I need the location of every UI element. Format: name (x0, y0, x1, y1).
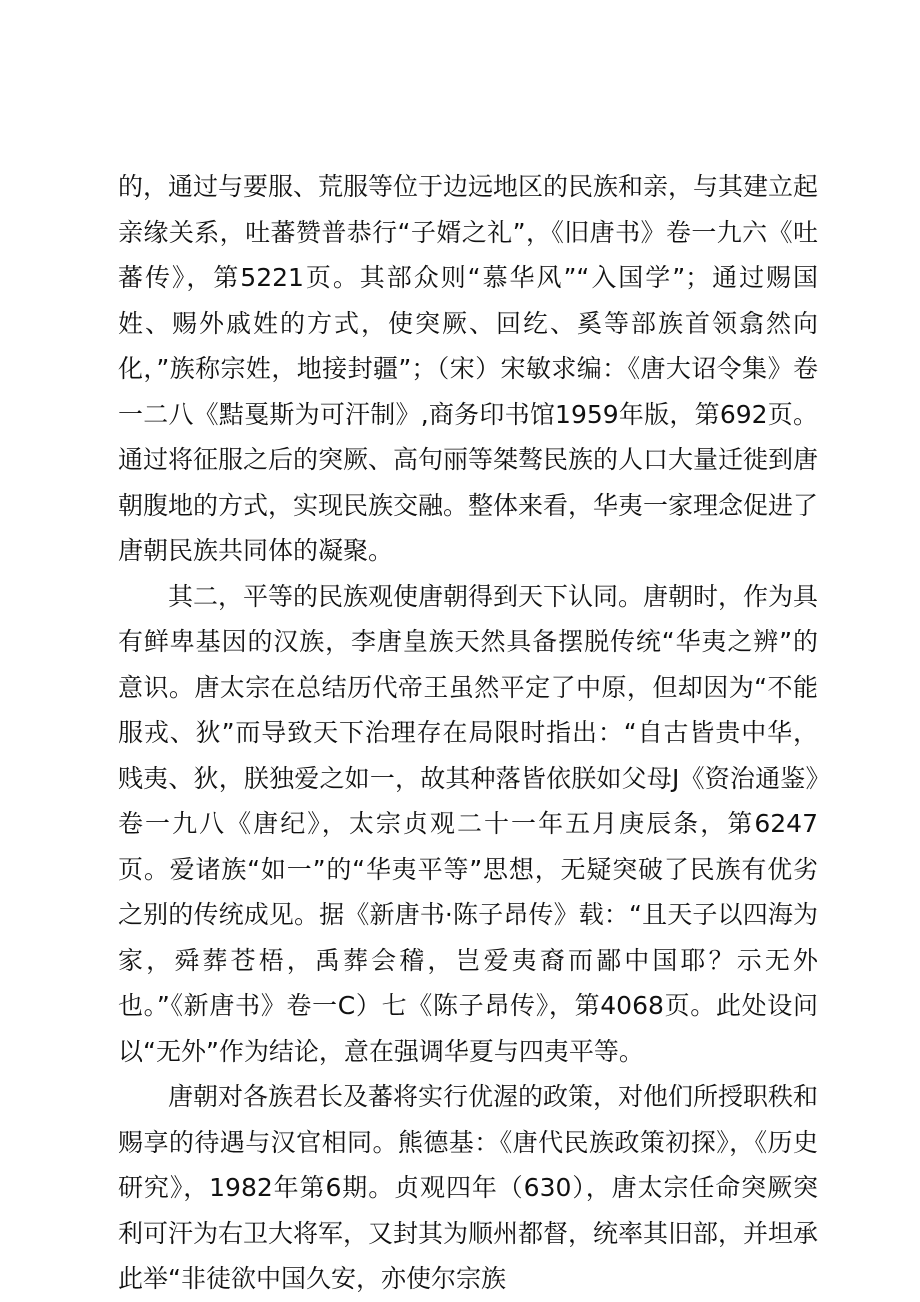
body-text (118, 164, 818, 1302)
paragraph-3: 唐朝对各族君长及蕃将实行优渥的政策，对他们所授职秩和赐享的待遇与汉官相同。熊德基：《唐代民族政策初探》，《历史研究》，1982年第6期。贞观四年（630），唐太宗任命突厥突利可汗为右卫大将军，又封其为顺州都督，统率其旧部，并坦承此举“非徒欲中国久安，亦使尔宗族 (118, 1082, 819, 1293)
paragraph-2: 其二，平等的民族观使唐朝得到天下认同。唐朝时，作为具有鲜卑基因的汉族，李唐皇族天然具备摆脱传统“华夷之辨”的意识。唐太宗在总结历代帝王虽然平定了中原，但却因为“不能服戎、狄”而导致天下治理存在局限时指出：“自古皆贵中华，贱夷、狄，朕独爱之如一，故其种落皆依朕如父母J《资治通鉴》卷一九八《唐纪》，太宗贞观二十一年五月庚辰条，第6247页。爱诸族“如一”的“华夷平等”思想，无疑突破了民族有优劣之别的传统成见。据《新唐书·陈子昂传》载：“且天子以四海为家，舜葬苍梧，禹葬会稽，岂爱夷裔而鄙中国耶？示无外也。”《新唐书》卷一C）七《陈子昂传》，第4068页。此处设问以“无外”作为结论，意在强调华夏与四夷平等。 (118, 581, 819, 1066)
paragraph-1: 的，通过与要服、荒服等位于边远地区的民族和亲，与其建立起亲缘关系，吐蕃赞普恭行“子婿之礼”，《旧唐书》卷一九六《吐蕃传》，第5221页。其部众则“慕华风”“入国学”；通过赐国姓、赐外戚姓的方式，使突厥、回纥、奚等部族首领翕然向化，”族称宗姓，地接封疆”；（宋）宋敏求编：《唐大诏令集》卷一二八《黠戛斯为可汗制》,商务印书馆1959年版，第692页。通过将征服之后的突厥、高句丽等桀骜民族的人口大量迁徙到唐朝腹地的方式，实现民族交融。整体来看，华夷一家理念促进了唐朝民族共同体的凝聚。 (118, 172, 819, 565)
